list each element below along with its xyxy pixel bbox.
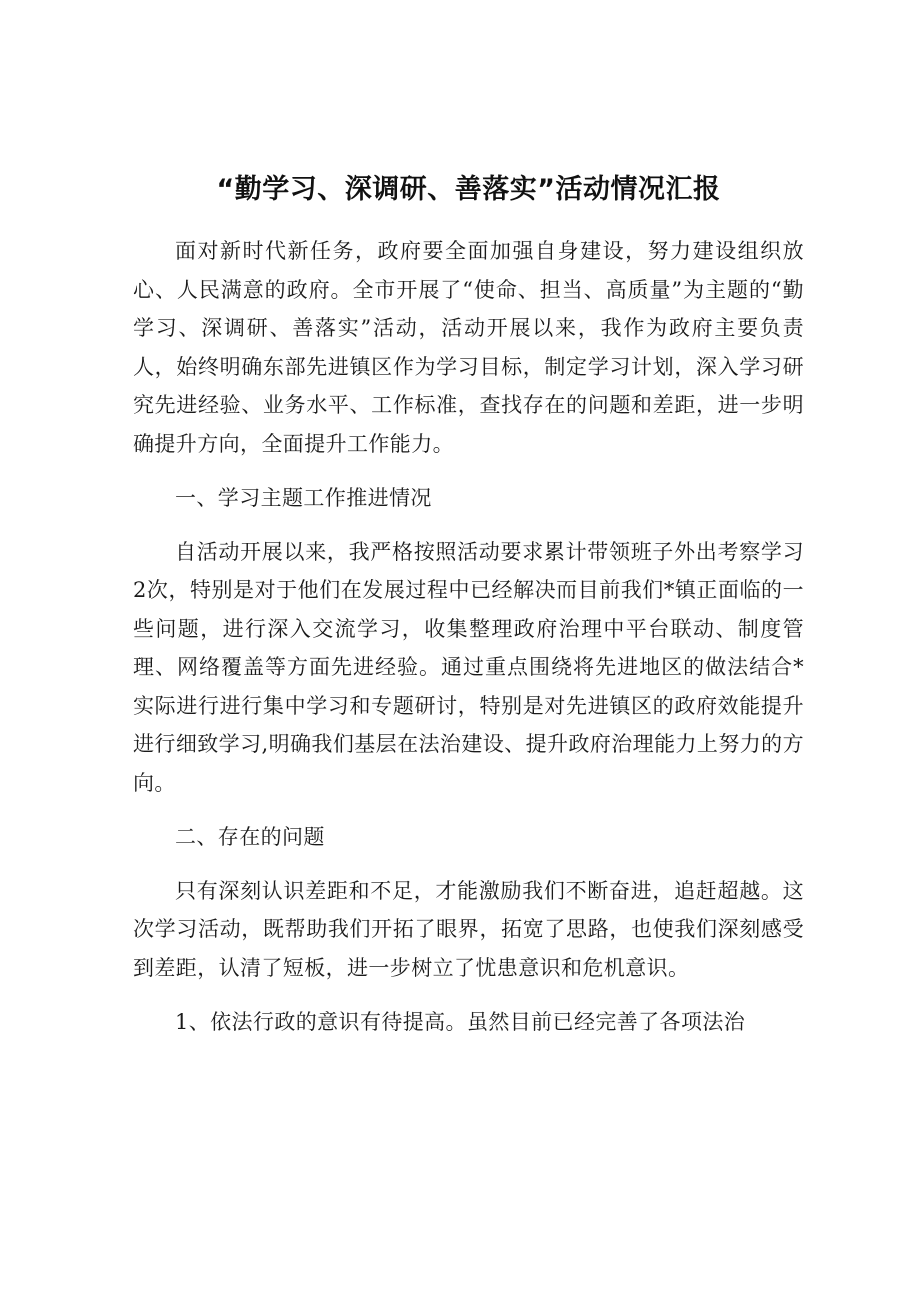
- section-2-paragraph: 只有深刻认识差距和不足，才能激励我们不断奋进，追赶超越。这次学习活动，既帮助我们开拓了眼界，拓宽了思路，也使我们深刻感受到差距，认清了短板，进一步树立了忧患意识和危机意识。: [133, 878, 804, 980]
- section-heading-1: 一、学习主题工作推进情况: [175, 485, 432, 510]
- document-title: “勤学习、深调研、善落实”活动情况汇报: [216, 174, 721, 205]
- section-1-paragraph: 自活动开展以来，我严格按照活动要求累计带领班子外出考察学习2次，特别是对于他们在发展过程中已经解决而目前我们*镇正面临的一些问题，进行深入交流学习，收集整理政府治理中平台联动、制度管理、网络覆盖等方面先进经验。通过重点围绕将先进地区的做法结合*实际进行进行集中学习和专题研讨，特别是对先进镇区的政府效能提升进行细致学习,明确我们基层在法治建设、提升政府治理能力上努力的方向。: [133, 539, 804, 795]
- intro-paragraph: 面对新时代新任务，政府要全面加强自身建设，努力建设组织放心、人民满意的政府。全市开展了“使命、担当、高质量”为主题的“勤学习、深调研、善落实”活动，活动开展以来，我作为政府主要负责人，始终明确东部先进镇区作为学习目标，制定学习计划，深入学习研究先进经验、业务水平、工作标准，查找存在的问题和差距，进一步明确提升方向，全面提升工作能力。: [133, 239, 804, 456]
- item-1-paragraph: 1、依法行政的意识有待提高。虽然目前已经完善了各项法治: [175, 1009, 746, 1034]
- section-heading-2: 二、存在的问题: [175, 824, 325, 849]
